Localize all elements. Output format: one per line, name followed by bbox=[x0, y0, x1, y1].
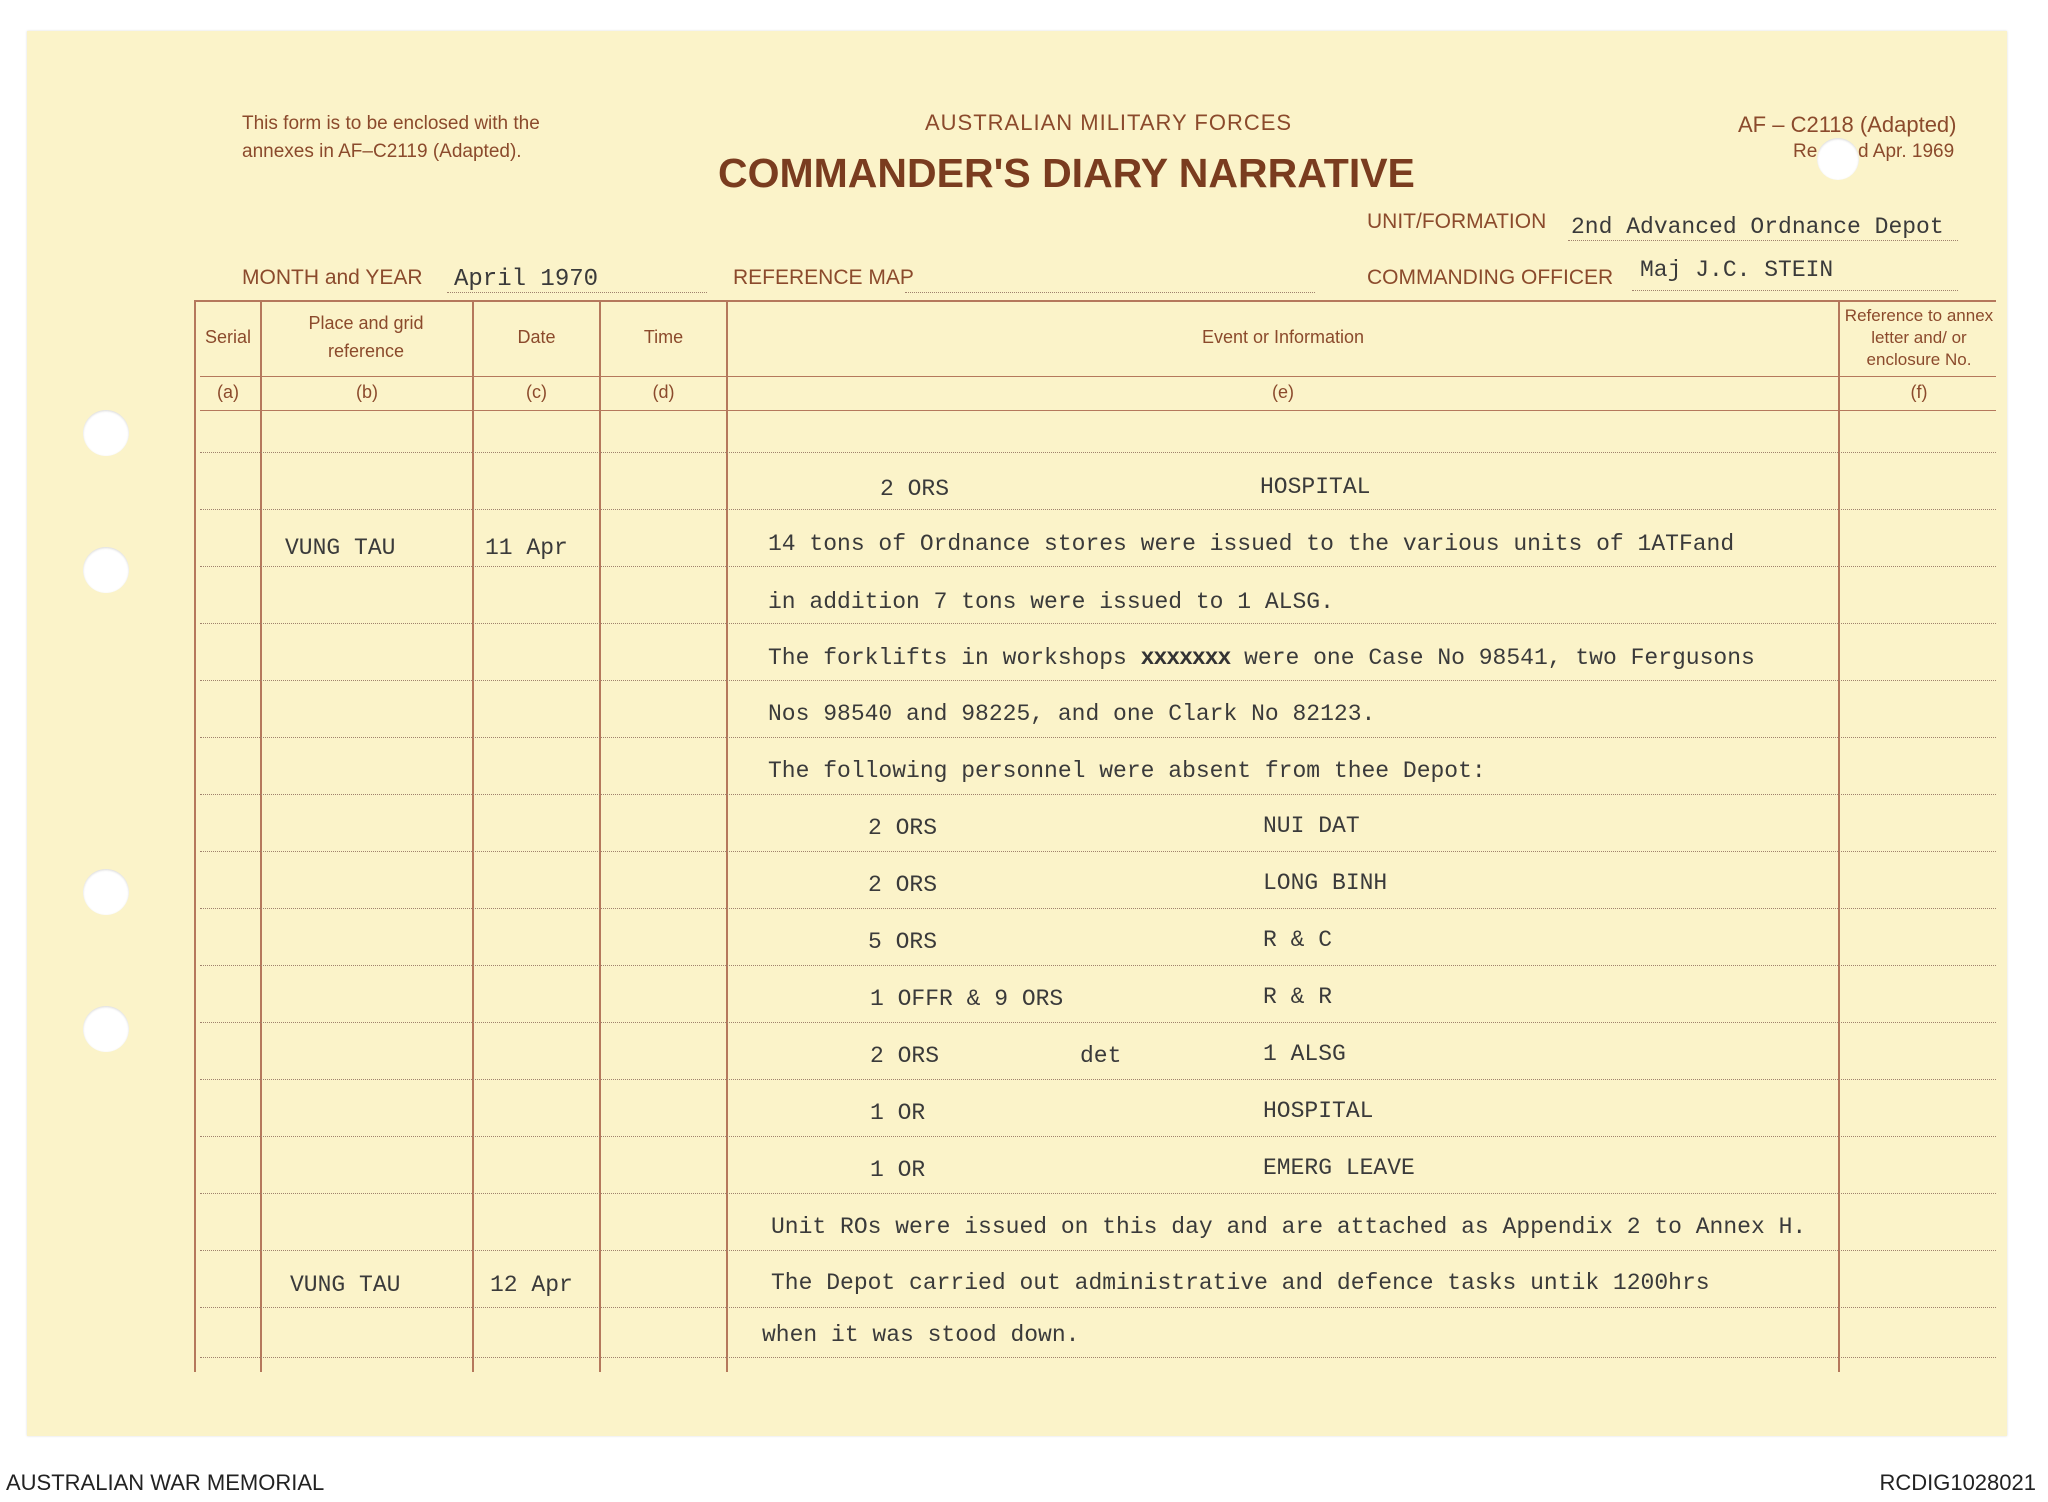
punch-hole bbox=[1817, 138, 1859, 180]
form-note: This form is to be enclosed with the annexes in AF–C2119 (Adapted). bbox=[242, 113, 540, 162]
entry-date: 11 Apr bbox=[485, 535, 568, 561]
entry-place: VUNG TAU bbox=[285, 535, 396, 561]
punch-hole bbox=[83, 869, 129, 915]
co-value: Maj J.C. STEIN bbox=[1640, 257, 1834, 283]
struck-out-text: xxxxxxx bbox=[1140, 645, 1231, 671]
absent-count: 1 OR bbox=[870, 1100, 926, 1126]
event-line: when it was stood down. bbox=[762, 1322, 1080, 1348]
agency-name: AUSTRALIAN MILITARY FORCES bbox=[925, 110, 1293, 135]
col-date-header: Date bbox=[517, 327, 556, 347]
absent-place: LONG BINH bbox=[1263, 870, 1388, 896]
absent-place: NUI DAT bbox=[1263, 813, 1360, 839]
event-line: in addition 7 tons were issued to 1 ALSG. bbox=[768, 589, 1334, 615]
event-line: Unit ROs were issued on this day and are attached as Appendix 2 to Annex H. bbox=[771, 1214, 1807, 1240]
absent-place: HOSPITAL bbox=[1263, 1098, 1374, 1124]
punch-hole bbox=[83, 547, 129, 593]
col-letter: (f) bbox=[1910, 382, 1928, 402]
event-line bbox=[768, 645, 1755, 671]
col-letter: (d) bbox=[652, 382, 675, 402]
absent-count: 2 ORS bbox=[868, 872, 938, 898]
absent-count: 5 ORS bbox=[868, 929, 938, 955]
footer-id: RCDIG1028021 bbox=[1879, 1470, 2036, 1495]
absent-count: 1 OR bbox=[870, 1157, 926, 1183]
event-text: were one Case No 98541, two Fergusons bbox=[1244, 645, 1755, 671]
co-label: COMMANDING OFFICER bbox=[1367, 266, 1614, 289]
col-event-header: Event or Information bbox=[1201, 327, 1365, 347]
absent-det: det bbox=[1080, 1043, 1122, 1069]
event-line: 14 tons of Ordnance stores were issued to the various units of 1ATFand bbox=[768, 531, 1735, 557]
col-reference-header: Reference to annex letter and/ or enclosure No. bbox=[1844, 306, 1994, 369]
month-value: April 1970 bbox=[454, 266, 599, 293]
absent-place: R & C bbox=[1263, 927, 1333, 953]
punch-hole bbox=[83, 1006, 129, 1052]
page-title: COMMANDER'S DIARY NARRATIVE bbox=[718, 150, 1415, 196]
col-serial-header: Serial bbox=[204, 327, 252, 347]
absent-place: R & R bbox=[1263, 984, 1333, 1010]
event-place: HOSPITAL bbox=[1260, 474, 1371, 500]
punch-hole bbox=[83, 410, 129, 456]
col-place-header: Place and grid reference bbox=[308, 313, 424, 361]
col-letter: (e) bbox=[1272, 382, 1294, 402]
col-letter: (c) bbox=[526, 382, 547, 402]
absent-count: 1 OFFR & 9 ORS bbox=[870, 986, 1064, 1012]
col-letter: (b) bbox=[356, 382, 378, 402]
form-id: AF – C2118 (Adapted) bbox=[1738, 112, 1957, 137]
month-label: MONTH and YEAR bbox=[242, 266, 423, 289]
absent-place: EMERG LEAVE bbox=[1263, 1155, 1415, 1181]
absent-count: 2 ORS bbox=[870, 1043, 940, 1069]
form-revised-left: Re bbox=[1793, 141, 1818, 162]
absent-place: 1 ALSG bbox=[1263, 1041, 1346, 1067]
absent-count: 2 ORS bbox=[868, 815, 938, 841]
refmap-label: REFERENCE MAP bbox=[733, 266, 914, 289]
event-count: 2 ORS bbox=[880, 476, 950, 502]
unit-label: UNIT/FORMATION bbox=[1367, 210, 1547, 233]
form-revised-right: d Apr. 1969 bbox=[1858, 141, 1955, 162]
unit-value: 2nd Advanced Ordnance Depot bbox=[1571, 214, 1944, 240]
event-line: The Depot carried out administrative and defence tasks untik 1200hrs bbox=[771, 1270, 1710, 1296]
entry-date: 12 Apr bbox=[490, 1272, 573, 1298]
footer-source: AUSTRALIAN WAR MEMORIAL bbox=[6, 1470, 325, 1495]
event-text: The forklifts in workshops bbox=[768, 645, 1127, 671]
event-line: Nos 98540 and 98225, and one Clark No 82123. bbox=[768, 701, 1376, 727]
col-letter: (a) bbox=[217, 382, 239, 402]
col-time-header: Time bbox=[643, 327, 684, 347]
event-line: The following personnel were absent from thee Depot: bbox=[768, 758, 1486, 784]
entry-place: VUNG TAU bbox=[290, 1272, 401, 1298]
